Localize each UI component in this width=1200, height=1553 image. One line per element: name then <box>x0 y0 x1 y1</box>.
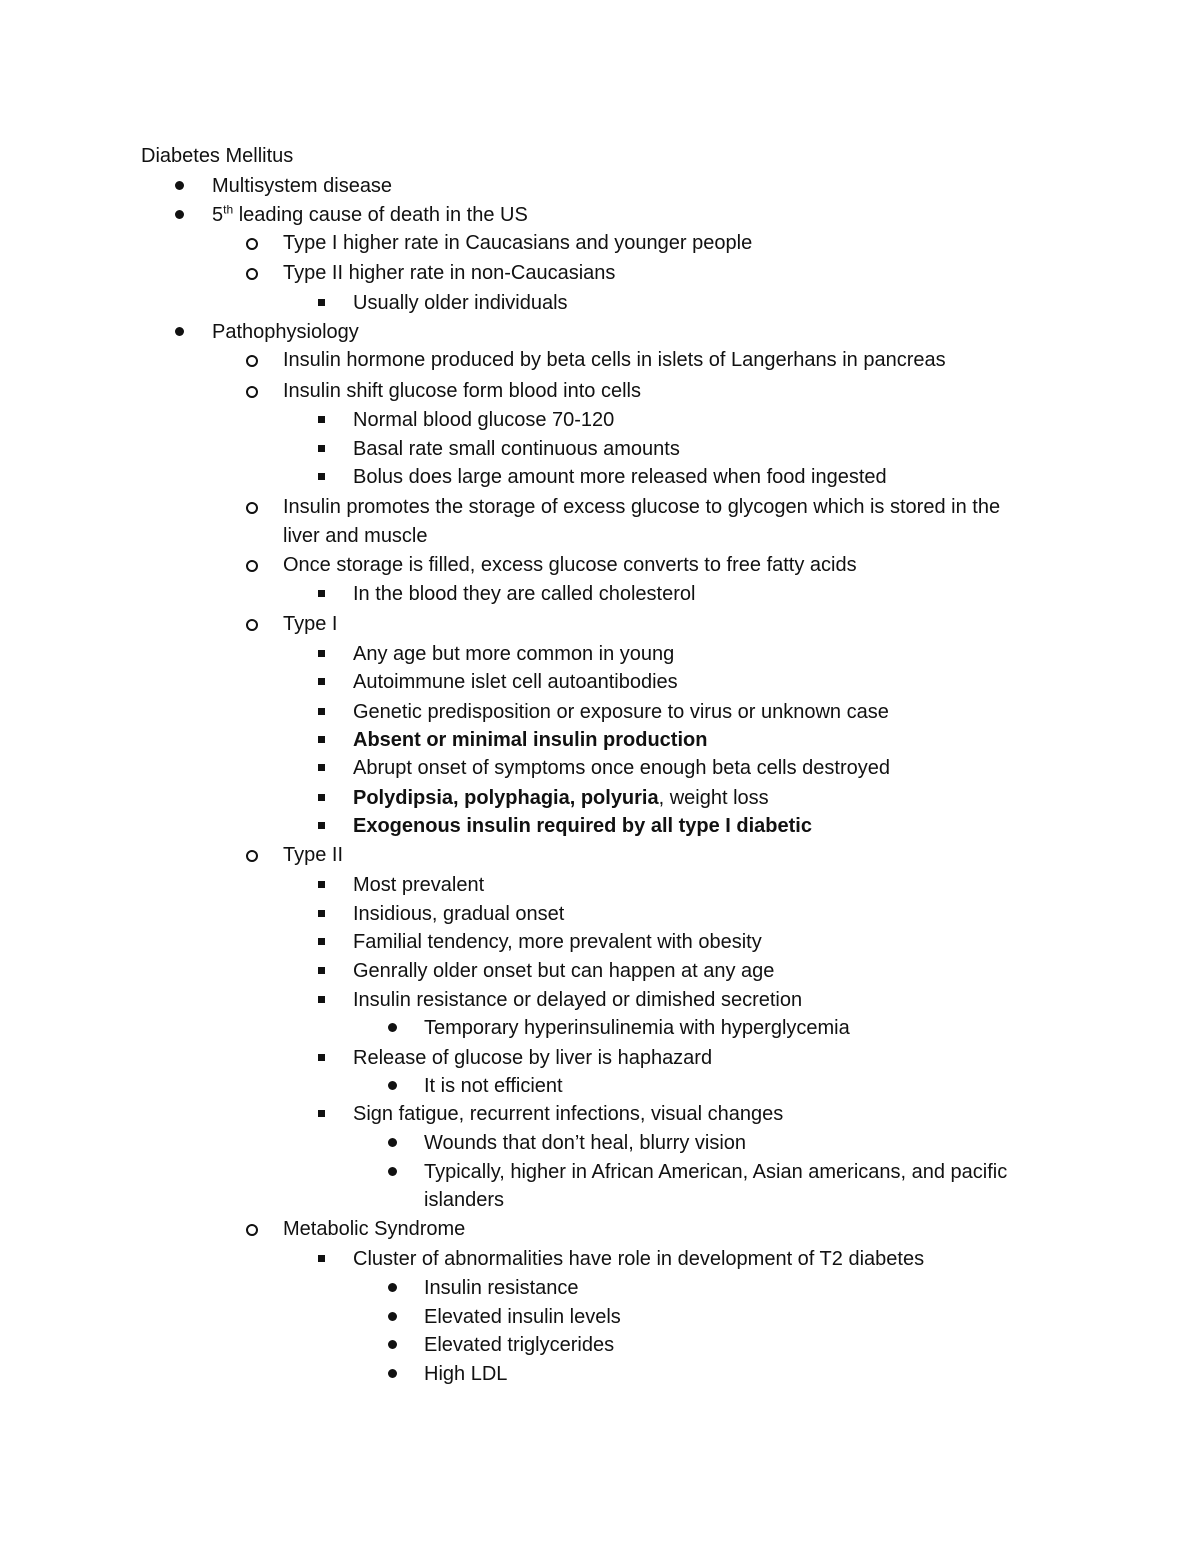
list-item <box>353 929 762 955</box>
bullet-square-icon <box>318 1054 325 1061</box>
list-item-text: Release of glucose by liver is haphazard <box>353 1047 713 1069</box>
bullet-circle-icon <box>246 560 258 572</box>
bullet-square-icon <box>318 736 325 743</box>
list-item-text: Cluster of abnormalities have role in development of T2 diabetes <box>353 1248 925 1270</box>
bullet-disc-icon <box>388 1340 397 1349</box>
bullet-square-icon <box>318 967 325 974</box>
list-item-text: Insidious, gradual onset <box>353 903 565 925</box>
list-item <box>353 1045 712 1071</box>
list-item-text: Multisystem disease <box>212 175 393 197</box>
list-item <box>283 842 343 868</box>
bullet-disc-icon <box>175 181 184 190</box>
list-item-text: Usually older individuals <box>353 292 568 314</box>
list-item-text: Autoimmune islet cell autoantibodies <box>353 671 678 693</box>
bullet-disc-icon <box>388 1081 397 1090</box>
list-item-text: Most prevalent <box>353 874 485 896</box>
bullet-disc-icon <box>388 1283 397 1292</box>
text-run: , weight loss <box>658 787 769 809</box>
list-item <box>353 727 707 753</box>
list-item-text: Absent or minimal insulin production <box>353 729 708 751</box>
list-item-text: Basal rate small continuous amounts <box>353 438 680 460</box>
list-item <box>353 987 802 1013</box>
list-item <box>283 552 857 578</box>
list-item <box>424 1275 579 1301</box>
list-item <box>283 494 1000 520</box>
bullet-disc-icon <box>175 210 184 219</box>
list-item <box>424 1332 614 1358</box>
list-item <box>424 1015 850 1041</box>
list-item <box>353 958 774 984</box>
bullet-disc-icon <box>388 1369 397 1378</box>
bullet-square-icon <box>318 678 325 685</box>
list-item <box>212 173 392 199</box>
bullet-square-icon <box>318 764 325 771</box>
list-item-text: Typically, higher in African American, Asian americans, and pacific <box>424 1161 1008 1183</box>
superscript: th <box>223 202 234 217</box>
list-item-continuation <box>283 523 428 549</box>
list-item <box>353 290 568 316</box>
list-item-text: Abrupt onset of symptoms once enough beta cells destroyed <box>353 757 890 779</box>
list-item <box>424 1361 507 1387</box>
list-item <box>353 581 695 607</box>
text-run: 5 <box>212 204 224 226</box>
list-item-text: Metabolic Syndrome <box>283 1218 466 1240</box>
bullet-circle-icon <box>246 355 258 367</box>
list-item <box>283 230 752 256</box>
list-item <box>283 611 337 637</box>
bullet-disc-icon <box>388 1312 397 1321</box>
list-item-continuation <box>424 1187 504 1213</box>
list-item <box>424 1159 1007 1185</box>
bullet-disc-icon <box>388 1138 397 1147</box>
bullet-square-icon <box>318 416 325 423</box>
list-item <box>283 260 615 286</box>
bullet-square-icon <box>318 996 325 1003</box>
bullet-square-icon <box>318 650 325 657</box>
text-run-bold: Polydipsia, polyphagia, polyuria <box>353 787 659 809</box>
list-item <box>212 202 528 228</box>
bullet-square-icon <box>318 938 325 945</box>
bullet-circle-icon <box>246 268 258 280</box>
list-item <box>353 641 674 667</box>
list-item <box>424 1304 621 1330</box>
bullet-circle-icon <box>246 502 258 514</box>
list-item <box>353 872 484 898</box>
list-item <box>283 378 641 404</box>
list-item-text: Genrally older onset but can happen at any age <box>353 960 775 982</box>
document-title: Diabetes Mellitus <box>141 145 294 167</box>
bullet-circle-icon <box>246 619 258 631</box>
bullet-disc-icon <box>388 1167 397 1176</box>
bullet-square-icon <box>318 590 325 597</box>
list-item-text: Normal blood glucose 70-120 <box>353 409 615 431</box>
list-item <box>353 407 614 433</box>
list-item <box>353 436 680 462</box>
bullet-disc-icon <box>388 1023 397 1032</box>
list-item <box>353 755 890 781</box>
list-item-text <box>212 204 528 226</box>
bullet-circle-icon <box>246 850 258 862</box>
list-item-text: Bolus does large amount more released when food ingested <box>353 466 887 488</box>
bullet-square-icon <box>318 881 325 888</box>
bullet-square-icon <box>318 1255 325 1262</box>
list-item-text: Type I higher rate in Caucasians and younger people <box>283 232 753 254</box>
list-item-text: It is not efficient <box>424 1075 563 1097</box>
list-item <box>424 1073 563 1099</box>
bullet-circle-icon <box>246 386 258 398</box>
bullet-circle-icon <box>246 238 258 250</box>
list-item <box>424 1130 746 1156</box>
list-item-text: Insulin resistance or delayed or dimished secretion <box>353 989 803 1011</box>
list-item-text: Any age but more common in young <box>353 643 675 665</box>
bullet-square-icon <box>318 910 325 917</box>
list-item <box>283 347 946 373</box>
list-item-text: High LDL <box>424 1363 508 1385</box>
list-item-text: Type I <box>283 613 338 635</box>
bullet-circle-icon <box>246 1224 258 1236</box>
bullet-square-icon <box>318 822 325 829</box>
list-item-text: In the blood they are called cholesterol <box>353 583 696 605</box>
bullet-square-icon <box>318 708 325 715</box>
list-item <box>283 1216 465 1242</box>
list-item <box>353 464 887 490</box>
list-item <box>353 1101 783 1127</box>
list-item <box>212 319 359 345</box>
list-item <box>353 1246 924 1272</box>
bullet-square-icon <box>318 1110 325 1117</box>
bullet-disc-icon <box>175 327 184 336</box>
list-item <box>353 699 889 725</box>
list-item-text: Type II higher rate in non-Caucasians <box>283 262 616 284</box>
bullet-square-icon <box>318 473 325 480</box>
list-item-text: Insulin resistance <box>424 1277 579 1299</box>
list-item-text: Once storage is filled, excess glucose converts to free fatty acids <box>283 554 857 576</box>
list-item-text: Elevated triglycerides <box>424 1334 615 1356</box>
list-item-text: Exogenous insulin required by all type I diabetic <box>353 815 812 837</box>
list-item-text: Temporary hyperinsulinemia with hyperglycemia <box>424 1017 850 1039</box>
bullet-square-icon <box>318 445 325 452</box>
list-item-text: Wounds that don’t heal, blurry vision <box>424 1132 747 1154</box>
text-run: leading cause of death in the US <box>233 204 528 226</box>
list-item <box>353 813 812 839</box>
list-item-text: Pathophysiology <box>212 321 359 343</box>
list-item-text: Insulin shift glucose form blood into cells <box>283 380 641 402</box>
bullet-square-icon <box>318 299 325 306</box>
list-item <box>353 785 769 811</box>
list-item-text: Familial tendency, more prevalent with obesity <box>353 931 762 953</box>
bullet-square-icon <box>318 794 325 801</box>
list-item-text: Insulin promotes the storage of excess glucose to glycogen which is stored in the <box>283 496 1001 518</box>
list-item-text: Sign fatigue, recurrent infections, visual changes <box>353 1103 784 1125</box>
list-item <box>353 901 564 927</box>
list-item-text: islanders <box>424 1189 505 1211</box>
list-item-text <box>353 787 769 809</box>
list-item-text: liver and muscle <box>283 525 428 547</box>
list-item-text: Insulin hormone produced by beta cells in islets of Langerhans in pancreas <box>283 349 946 371</box>
list-item <box>353 669 678 695</box>
list-item-text: Genetic predisposition or exposure to virus or unknown case <box>353 701 889 723</box>
list-item-text: Type II <box>283 844 344 866</box>
list-item-text: Elevated insulin levels <box>424 1306 621 1328</box>
